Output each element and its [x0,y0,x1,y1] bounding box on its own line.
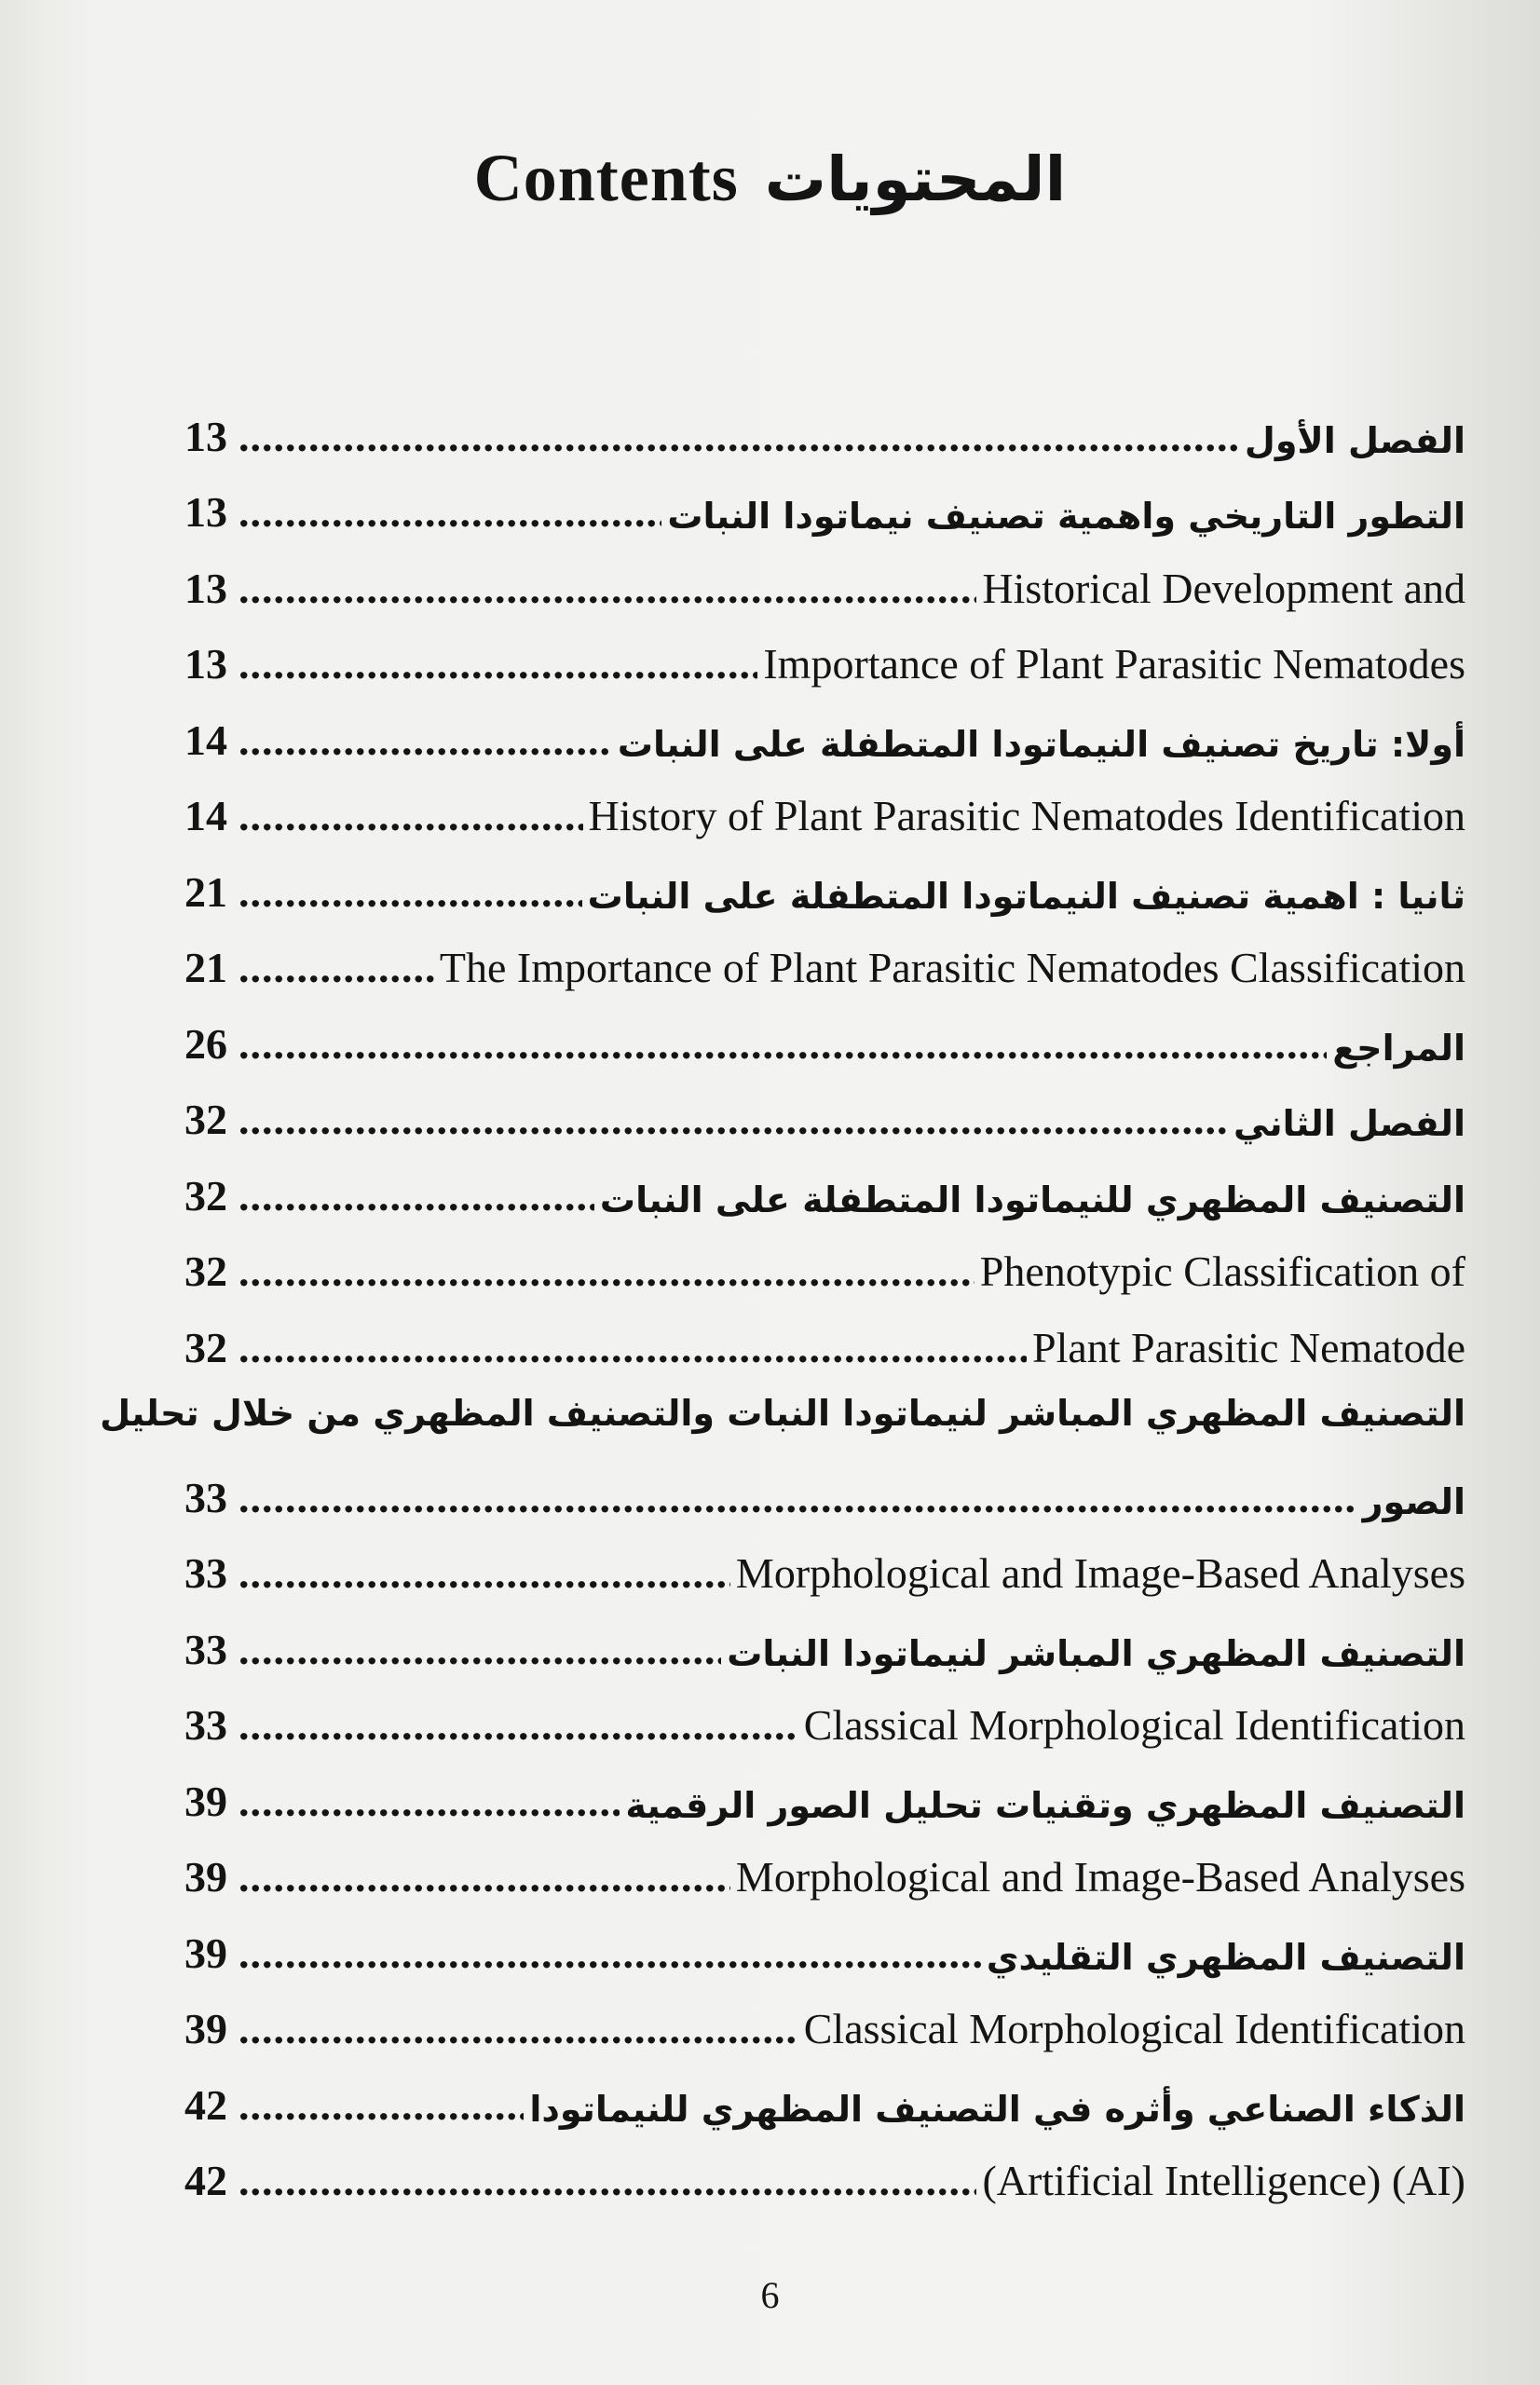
toc-page-number: 39 [184,1853,227,1901]
toc-page-number: 39 [184,1928,227,1977]
toc-entry [184,686,1465,765]
dot-leader [238,1175,594,1218]
toc-entry [184,1975,1465,2051]
toc-entry-text: Classical Morphological Identification [803,1701,1465,1749]
dot-leader [238,1704,798,1747]
toc-page-number: 26 [184,1019,227,1068]
toc-entry [184,1747,1465,1826]
toc-entry [184,1293,1465,1370]
toc-entry [184,762,1465,838]
page-number: 6 [760,2274,780,2316]
toc-entry-text-continued: الصور [1362,1480,1465,1522]
toc-entry [184,534,1465,610]
toc-page-number: 32 [184,1171,227,1220]
toc-entry-text: التصنيف المظهري وتقنيات تحليل الصور الرقمية [625,1784,1465,1826]
toc-entry [100,1370,1465,1522]
dot-leader [238,1023,1327,1066]
dot-leader [238,2084,524,2127]
dot-leader [238,1629,721,1671]
toc-entry [184,458,1465,535]
dot-leader [238,795,583,838]
toc-page-number: 13 [184,412,227,460]
toc-page-number: 14 [184,716,227,764]
toc-entry [184,1066,1465,1142]
dot-leader [238,1098,1228,1141]
toc-entry [184,914,1465,990]
toc-entry-text: (Artificial Intelligence) (AI) [982,2157,1465,2204]
toc-entry [184,2051,1465,2130]
toc-page-number: 13 [184,640,227,688]
dot-leader [238,567,976,610]
dot-leader [238,643,757,686]
toc-entry [184,1595,1465,1674]
toc-entry-text: Phenotypic Classification of [979,1247,1465,1295]
toc-entry-text: The Importance of Plant Parasitic Nematodes Classification [439,944,1465,991]
toc-entry-text: Morphological and Image-Based Analyses [735,1549,1465,1597]
toc-page-number: 33 [184,1473,227,1521]
dot-leader [238,416,1239,458]
dot-leader [238,1477,1357,1520]
toc-page-number: 13 [184,488,227,536]
dot-leader [238,1250,974,1293]
toc-entry-text: History of Plant Parasitic Nematodes Identification [588,792,1465,839]
toc-entry [184,2127,1465,2203]
dot-leader [238,719,612,762]
dot-leader [238,2160,976,2202]
toc-page-number: 32 [184,1096,227,1143]
dot-leader [238,491,661,534]
toc-page-number: 39 [184,2005,227,2052]
toc-entry-text: Plant Parasitic Nematode [1032,1323,1465,1371]
toc-page-number: 21 [184,867,227,916]
toc-page-number: 39 [184,1777,227,1825]
toc-page-number: 21 [184,944,227,991]
toc-page-number: 33 [184,1625,227,1673]
toc-page-number: 33 [184,1701,227,1749]
toc-entry [184,382,1465,461]
toc-entry-text: التصنيف المظهري التقليدي [986,1936,1465,1978]
toc-entry-text: Classical Morphological Identification [803,2005,1465,2052]
page-title [0,140,1540,217]
toc-entry-text: Importance of Plant Parasitic Nematodes [763,640,1465,688]
toc-entry-text: Morphological and Image-Based Analyses [735,1853,1465,1901]
toc-page-number: 42 [184,2157,227,2204]
toc-page-number: 13 [184,564,227,612]
dot-leader [238,1552,730,1595]
toc-page-number: 33 [184,1549,227,1597]
title-english: Contents [473,141,739,215]
toc-page-number: 14 [184,792,227,839]
toc-entry [184,1671,1465,1748]
toc-entry-text: الفصل الثاني [1233,1103,1465,1144]
toc-entry [184,1899,1465,1978]
title-arabic: المحتويات [764,143,1067,215]
toc-entry [184,838,1465,917]
toc-entry [184,1141,1465,1218]
dot-leader [238,947,434,989]
toc-page-number: 32 [184,1247,227,1295]
toc-entry-text: الفصل الأول [1244,419,1465,461]
toc-entry-text: التصنيف المظهري المباشر لنيماتودا النبات [727,1632,1465,1674]
toc-entry [184,610,1465,687]
toc-entry [184,1218,1465,1294]
toc-entry [184,989,1465,1069]
toc-entry-text: ثانيا : اهمية تصنيف النيماتودا المتطفلة على النبات [587,875,1465,917]
toc-entry-text: أولا: تاريخ تصنيف النيماتودا المتطفلة على النبات [617,723,1465,765]
toc-entry-text: Historical Development and [982,564,1465,612]
toc-entry-text: التطور التاريخي واهمية تصنيف نيماتودا النبات [667,496,1465,537]
toc-entry [184,1823,1465,1900]
toc-entry-text: المراجع [1332,1027,1465,1069]
table-of-contents [100,382,1465,2204]
toc-entry [184,1520,1465,1596]
toc-entry-text: التصنيف المظهري للنيماتودا المتطفلة على النبات [599,1179,1465,1220]
dot-leader [238,1327,1027,1370]
dot-leader [238,1856,730,1899]
toc-entry-text: الذكاء الصناعي وأثره في التصنيف المظهري للنيماتودا [529,2088,1465,2130]
dot-leader [238,871,582,914]
toc-page-number: 42 [184,2080,227,2129]
dot-leader [238,1780,620,1823]
dot-leader [238,1932,981,1975]
toc-entry-text: التصنيف المظهري المباشر لنيماتودا النبات والتصنيف المظهري من خلال تحليل [100,1392,1465,1434]
dot-leader [238,2008,798,2051]
toc-page-number: 32 [184,1323,227,1371]
